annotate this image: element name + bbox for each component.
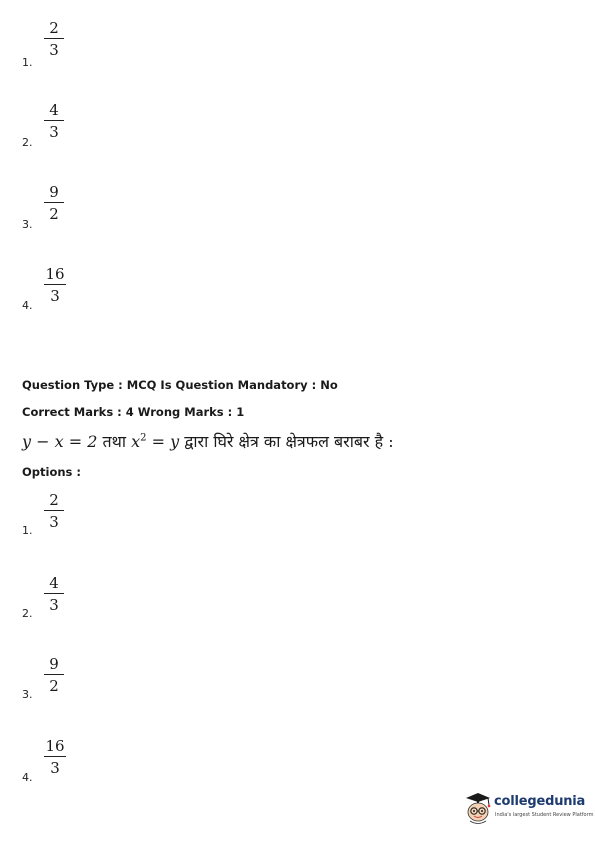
numerator: 2: [49, 19, 59, 37]
option-number: 4.: [22, 771, 33, 784]
denominator: 2: [49, 677, 59, 695]
denominator: 3: [50, 287, 60, 305]
denominator: 3: [50, 759, 60, 777]
fraction: [42, 102, 66, 140]
option-number: 1.: [22, 524, 33, 537]
option-1-top: [22, 20, 142, 70]
fraction-bar: [44, 120, 64, 121]
option-number: 1.: [22, 56, 33, 69]
option-number: 2.: [22, 607, 33, 620]
numerator: 2: [49, 491, 59, 509]
fraction: [42, 575, 66, 613]
numerator: 16: [45, 265, 65, 283]
option-3-top: [22, 184, 142, 234]
mascot-icon: [462, 790, 494, 826]
fraction-bar: [44, 674, 64, 675]
fraction: [42, 184, 66, 222]
question-type-line: Question Type : MCQ Is Question Mandatory : No: [22, 378, 338, 392]
numerator: 9: [49, 183, 59, 201]
numerator: 9: [49, 655, 59, 673]
option-number: 2.: [22, 136, 33, 149]
logo-tagline: India's largest Student Review Platform: [495, 812, 594, 818]
equation-2-base: x: [131, 432, 141, 451]
denominator: 2: [49, 205, 59, 223]
options-label: Options :: [22, 465, 81, 479]
numerator: 4: [49, 101, 59, 119]
option-4[interactable]: [22, 738, 142, 788]
numerator: 4: [49, 574, 59, 592]
fraction: [42, 656, 66, 694]
fraction: [42, 20, 66, 58]
logo-brand: collegedunia: [494, 794, 586, 809]
fraction-bar: [44, 593, 64, 594]
option-3[interactable]: [22, 656, 142, 706]
numerator: 16: [45, 737, 65, 755]
hindi-and: तथा: [97, 432, 132, 451]
hindi-question: द्वारा घिरे क्षेत्र का क्षेत्रफल बराबर है :: [179, 432, 394, 451]
fraction: [42, 492, 66, 530]
equation-2-exponent: 2: [140, 432, 147, 444]
option-number: 3.: [22, 688, 33, 701]
fraction: [42, 266, 68, 304]
fraction: [42, 738, 68, 776]
option-number: 4.: [22, 299, 33, 312]
option-4-top: [22, 266, 142, 316]
equation-2-rest: = y: [146, 432, 180, 451]
option-2-top: [22, 102, 142, 152]
collegedunia-logo: [462, 790, 594, 830]
option-1[interactable]: [22, 492, 142, 542]
denominator: 3: [49, 513, 59, 531]
denominator: 3: [49, 596, 59, 614]
denominator: 3: [49, 123, 59, 141]
fraction-bar: [44, 756, 66, 757]
fraction-bar: [44, 38, 64, 39]
equation-1: y − x = 2: [22, 432, 98, 451]
option-2[interactable]: [22, 575, 142, 625]
fraction-bar: [44, 284, 66, 285]
fraction-bar: [44, 202, 64, 203]
marks-line: Correct Marks : 4 Wrong Marks : 1: [22, 405, 245, 419]
fraction-bar: [44, 510, 64, 511]
question-text: [22, 430, 394, 452]
option-number: 3.: [22, 218, 33, 231]
denominator: 3: [49, 41, 59, 59]
